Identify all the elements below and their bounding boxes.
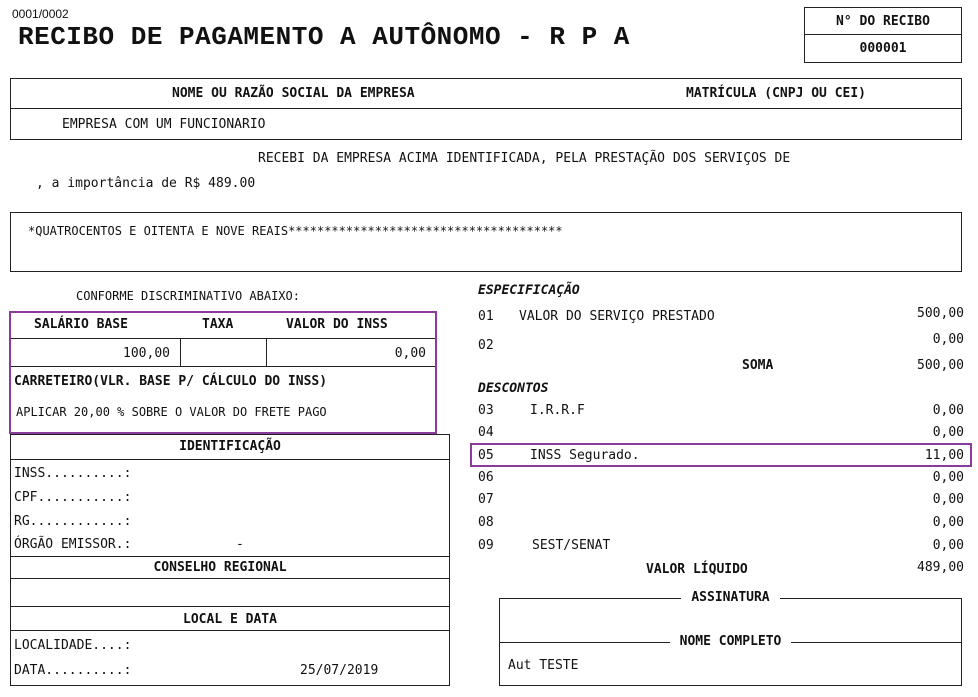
carreteiro-text: APLICAR 20,00 % SOBRE O VALOR DO FRETE PAGO — [16, 405, 327, 419]
data-value: 25/07/2019 — [300, 663, 379, 678]
soma-value: 500,00 — [917, 358, 964, 373]
company-name: EMPRESA COM UM FUNCIONARIO — [62, 117, 266, 132]
receipt-number-value: 000001 — [859, 41, 907, 56]
identification-title: IDENTIFICAÇÃO — [179, 439, 281, 454]
cpf-field: CPF...........: — [14, 490, 132, 505]
discount-value-07: 0,00 — [932, 492, 964, 507]
data-field: DATA..........: — [14, 663, 132, 678]
orgao-emissor-value: - — [236, 537, 244, 552]
discount-value-06: 0,00 — [932, 470, 964, 485]
signer-name: Aut TESTE — [508, 658, 579, 673]
signature-label-text: ASSINATURA — [681, 590, 779, 605]
spec-label-01: VALOR DO SERVIÇO PRESTADO — [519, 309, 715, 324]
rg-field: RG............: — [14, 514, 132, 529]
carreteiro-title: CARRETEIRO(VLR. BASE P/ CÁLCULO DO INSS) — [14, 374, 328, 389]
net-value: 489,00 — [917, 560, 964, 575]
company-name-label: NOME OU RAZÃO SOCIAL DA EMPRESA — [172, 86, 415, 101]
discount-code-07: 07 — [478, 492, 494, 507]
spec-value-02: 0,00 — [932, 332, 964, 347]
breakdown-caption: CONFORME DISCRIMINATIVO ABAIXO: — [76, 289, 300, 303]
document-title: RECIBO DE PAGAMENTO A AUTÔNOMO - R P A — [18, 22, 630, 52]
localidade-field: LOCALIDADE....: — [14, 638, 132, 653]
discount-code-09: 09 — [478, 538, 494, 553]
discount-code-08: 08 — [478, 515, 494, 530]
place-date-title: LOCAL E DATA — [183, 612, 277, 627]
discount-code-04: 04 — [478, 425, 494, 440]
full-name-label — [499, 634, 962, 649]
amount-words-box — [10, 212, 962, 272]
discount-value-08: 0,00 — [932, 515, 964, 530]
amount-words: *QUATROCENTOS E OITENTA E NOVE REAIS************************************** — [28, 224, 563, 238]
discount-label-03: I.R.R.F — [530, 403, 585, 418]
inss-field: INSS..........: — [14, 466, 132, 481]
discount-label-05: INSS Segurado. — [530, 448, 640, 463]
statement-line-2: , a importância de R$ 489.00 — [36, 176, 256, 191]
spec-code-01: 01 — [478, 309, 494, 324]
orgao-emissor-field: ÓRGÃO EMISSOR.: — [14, 537, 132, 552]
full-name-label-text: NOME COMPLETO — [670, 634, 792, 649]
discount-code-05: 05 — [478, 448, 494, 463]
discounts-title: DESCONTOS — [478, 381, 549, 396]
col-valor-inss: VALOR DO INSS — [286, 317, 388, 332]
spec-code-02: 02 — [478, 338, 494, 353]
inss-value: 0,00 — [394, 346, 426, 361]
spec-title: ESPECIFICAÇÃO — [478, 283, 580, 298]
soma-label: SOMA — [742, 358, 774, 373]
discount-value-05: 11,00 — [924, 448, 964, 463]
discount-code-03: 03 — [478, 403, 494, 418]
discount-value-04: 0,00 — [932, 425, 964, 440]
discount-code-06: 06 — [478, 470, 494, 485]
discount-label-09: SEST/SENAT — [532, 538, 611, 553]
page-counter: 0001/0002 — [12, 7, 69, 21]
col-taxa: TAXA — [202, 317, 234, 332]
receipt-number-label: N° DO RECIBO — [836, 14, 930, 29]
discount-value-09: 0,00 — [932, 538, 964, 553]
net-value-label: VALOR LÍQUIDO — [646, 562, 748, 577]
discount-value-03: 0,00 — [932, 403, 964, 418]
salario-base-value: 100,00 — [123, 346, 170, 361]
spec-value-01: 500,00 — [917, 306, 964, 321]
company-registration-label: MATRÍCULA (CNPJ OU CEI) — [686, 86, 867, 101]
signature-label — [499, 590, 962, 605]
council-title: CONSELHO REGIONAL — [153, 560, 287, 575]
col-salario-base: SALÁRIO BASE — [34, 317, 128, 332]
statement-line-1: RECEBI DA EMPRESA ACIMA IDENTIFICADA, PELA PRESTAÇÃO DOS SERVIÇOS DE — [258, 151, 791, 166]
